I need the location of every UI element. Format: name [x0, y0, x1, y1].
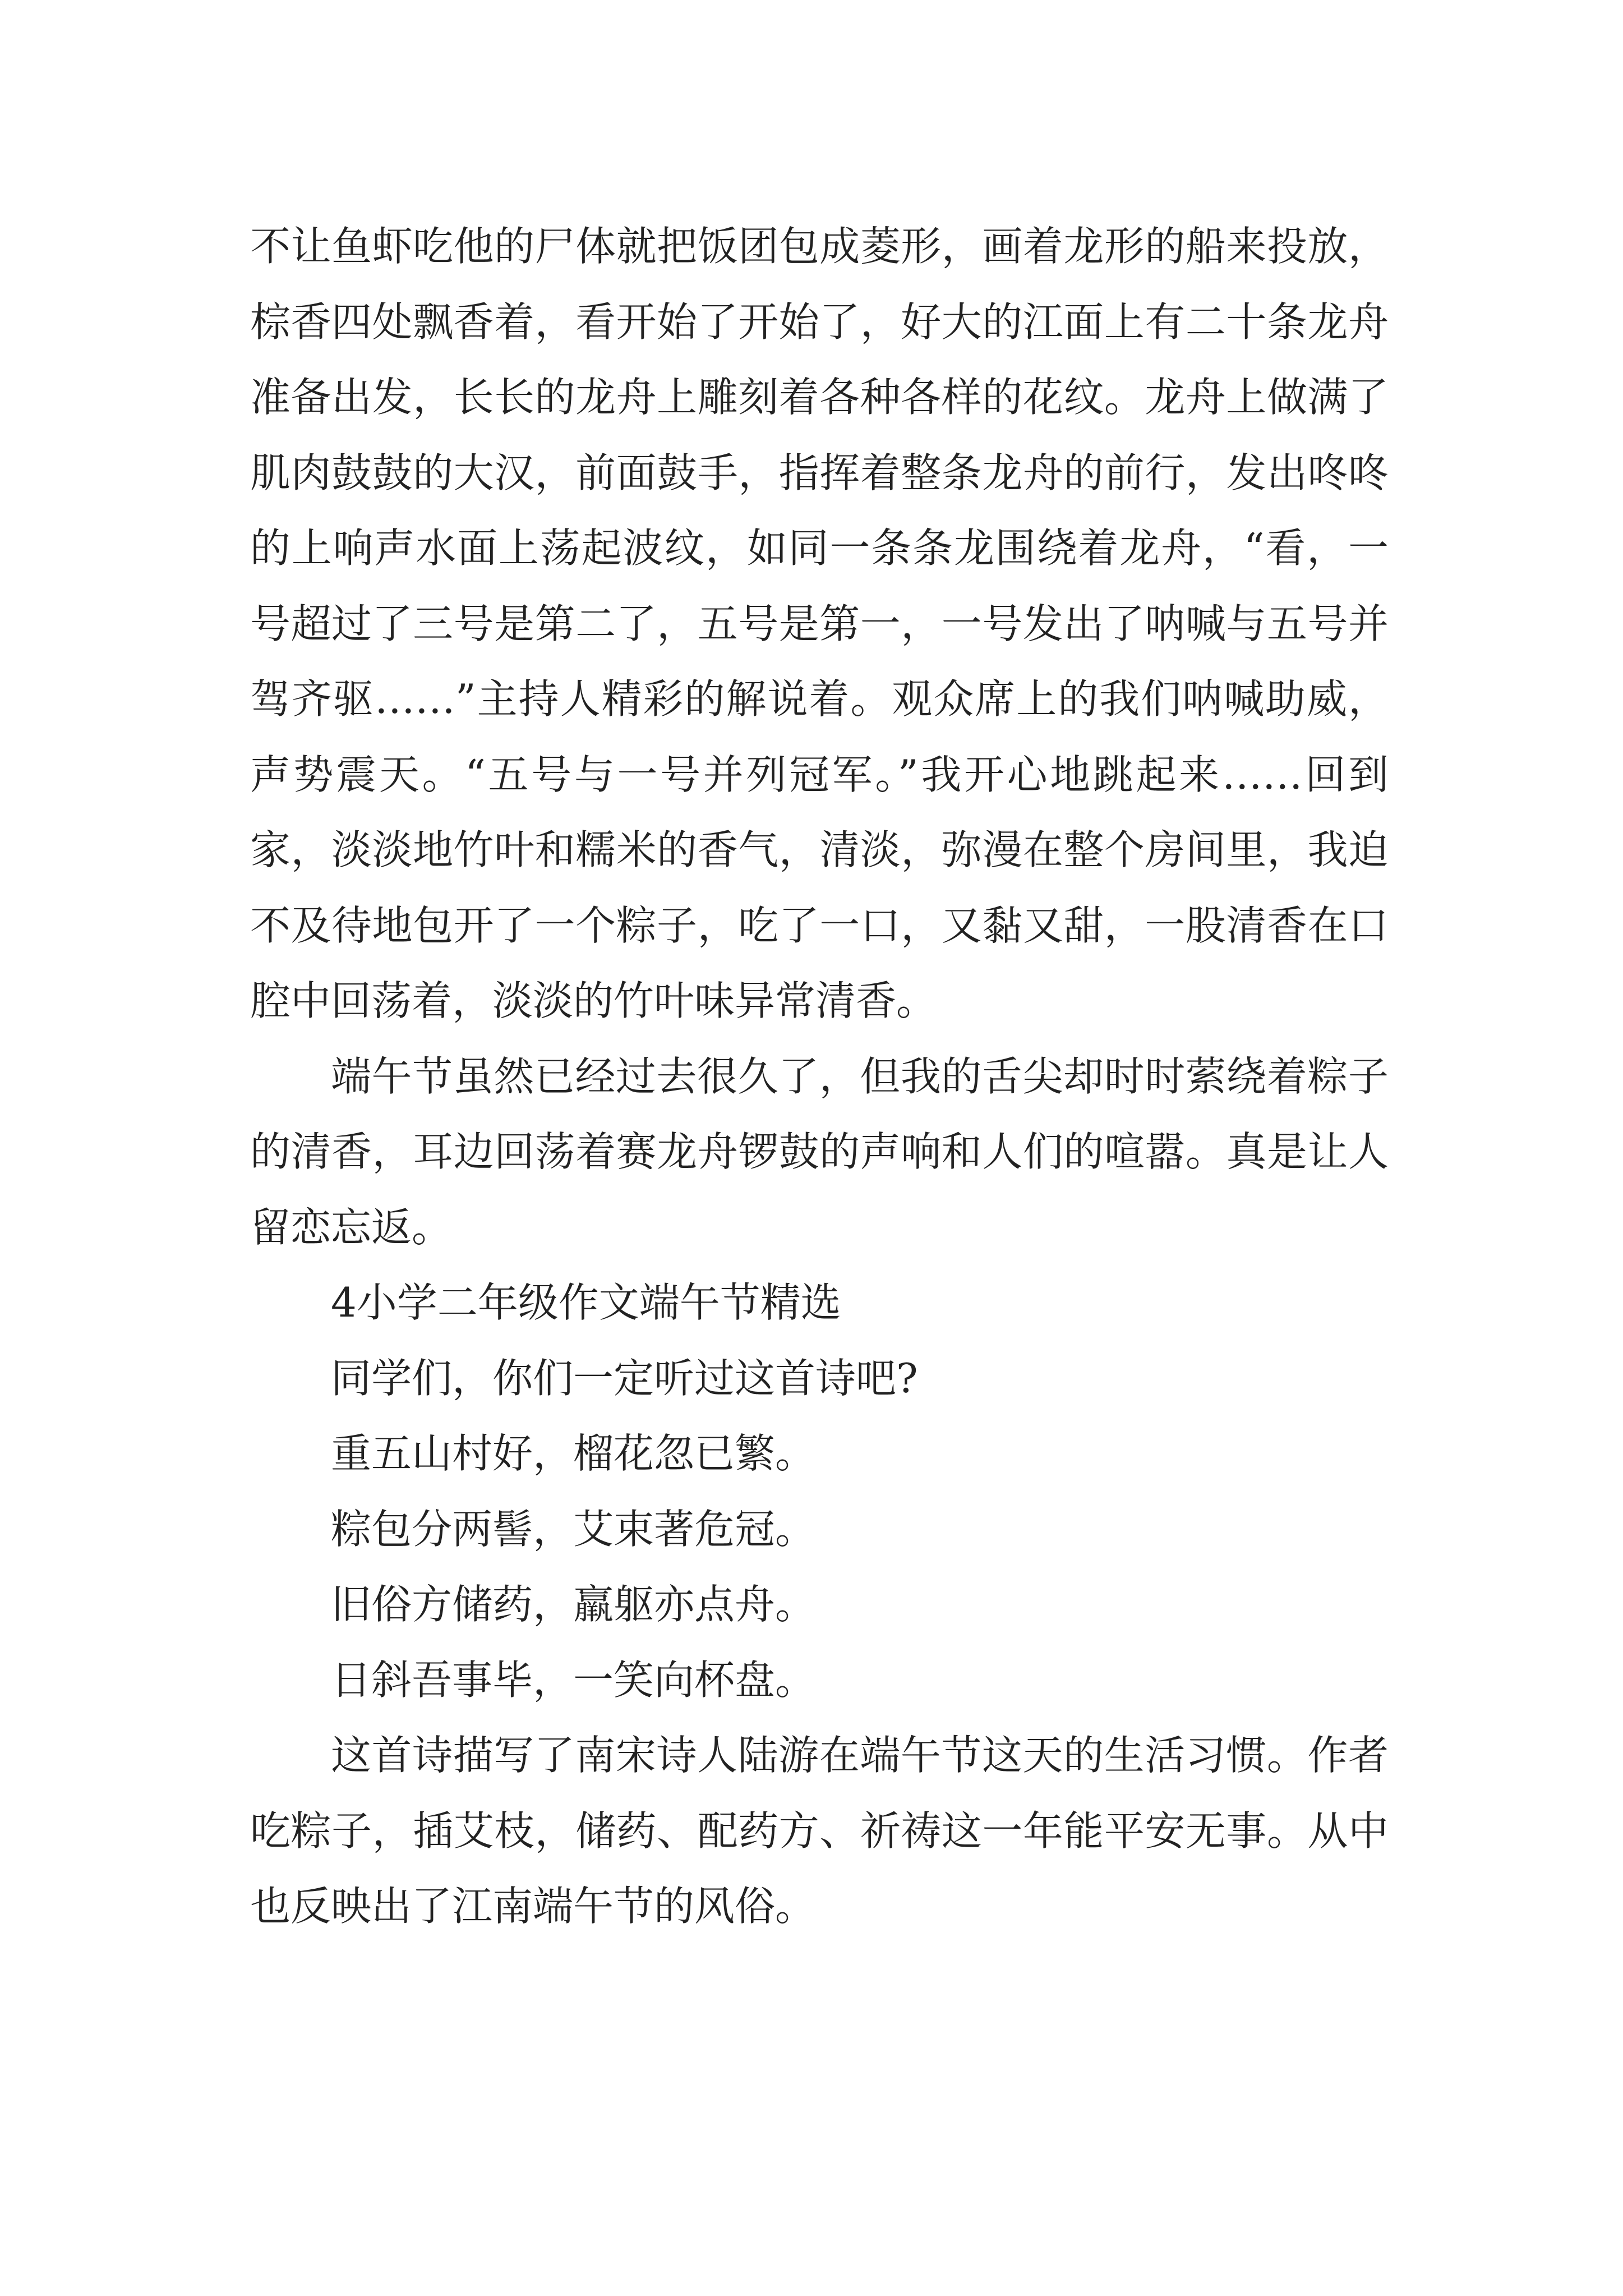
poem-line-1: 重五山村好，榴花忽已繁。: [331, 1430, 816, 1477]
paragraph-closing: 这首诗描写了南宋诗人陆游在端午节这天的生活习惯。作者吃粽子，插艾枝，储药、配药方、祈祷这一年能平安无事。从中也反映出了江南端午节的风俗。: [250, 1732, 1389, 1930]
paragraph-continued: 不让鱼虾吃他的尸体就把饭团包成菱形，画着龙形的船来投放，棕香四处飘香着，看开始了开始了，好大的江面上有二十条龙舟准备出发，长长的龙舟上雕刻着各种各样的花纹。龙舟上做满了肌肉鼓鼓的大汉，前面鼓手，指挥着整条龙舟的前行，发出咚咚的上响声水面上荡起波纹，如同一条条龙围绕着龙舟，“看，一号超过了三号是第二了，五号是第一，一号发出了呐喊与五号并驾齐驱……”主持人精彩的解说着。观众席上的我们呐喊助威，声势震天。“五号与一号并列冠军。”我开心地跳起来……回到家，淡淡地竹叶和糯米的香气，清淡，弥漫在整个房间里，我迫不及待地包开了一个粽子，吃了一口，又黏又甜，一股清香在口腔中回荡着，淡淡的竹叶味异常清香。: [250, 223, 1389, 1024]
poem-line-2: 粽包分两髻，艾束著危冠。: [331, 1505, 816, 1553]
section-title: 4小学二年级作文端午节精选: [331, 1279, 841, 1326]
paragraph-reflection: 端午节虽然已经过去很久了，但我的舌尖却时时萦绕着粽子的清香，耳边回荡着赛龙舟锣鼓的声响和人们的喧嚣。真是让人留恋忘返。: [250, 1052, 1389, 1251]
poem-line-4: 日斜吾事毕，一笑向杯盘。: [331, 1656, 816, 1704]
poem-line-3: 旧俗方储药，羸躯亦点舟。: [331, 1581, 816, 1628]
document-body: [250, 209, 1389, 1944]
poem-intro: 同学们，你们一定听过这首诗吧?: [331, 1354, 918, 1402]
